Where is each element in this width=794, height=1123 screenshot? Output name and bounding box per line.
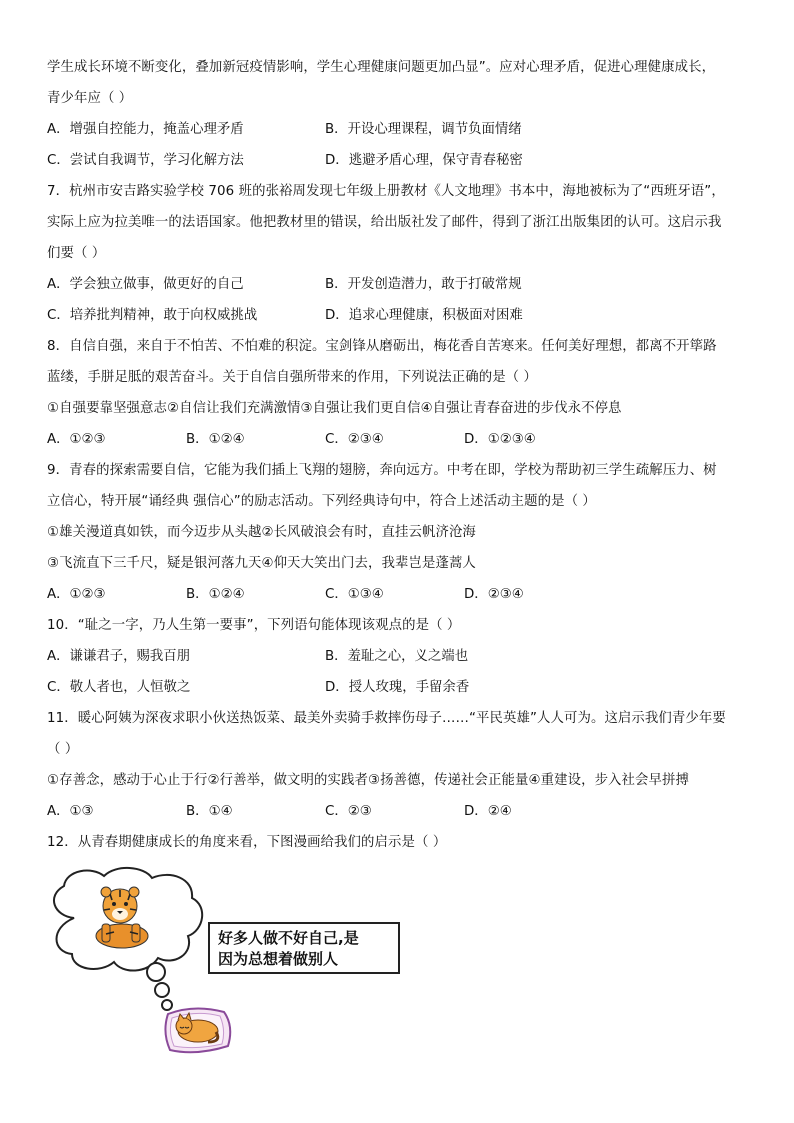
q8-stem-line1: 8．自信自强，来自于不怕苦、不怕难的积淀。宝剑锋从磨砺出，梅花香自苦寒来。任何美好理想，都离不开筚路 — [47, 339, 717, 354]
q8-statements: ①自强要靠坚强意志②自信让我们充满激情③自强让我们更自信④自强让青春奋进的步伐永不停息 — [47, 401, 622, 416]
q11-option-a[interactable]: A．①③ — [47, 804, 94, 819]
q9-option-b[interactable]: B．①②④ — [186, 587, 245, 602]
q11-options — [47, 796, 752, 827]
q8-options — [47, 424, 752, 455]
q11-stem-line1: 11．暖心阿姨为深夜求职小伙送热饭菜、最美外卖骑手救摔伤母子……“平民英雄”人人可为。这启示我们青少年要 — [47, 711, 726, 726]
q9-option-c[interactable]: C．①③④ — [325, 587, 384, 602]
speech-box — [208, 922, 400, 974]
q7-stem-line1: 7．杭州市安吉路实验学校 706 班的张裕周发现七年级上册教材《人文地理》书本中，海地被标为了“西班牙语”， — [47, 184, 725, 199]
q6-options-row1 — [47, 114, 752, 145]
speech-line1: 好多人做不好自己,是 — [218, 929, 359, 947]
q10-options-row1 — [47, 641, 752, 672]
q11-stem-line2: （ ） — [47, 742, 79, 757]
q6-option-b[interactable]: B．开设心理课程，调节负面情绪 — [325, 122, 522, 137]
q6-option-c[interactable]: C．尝试自我调节，学习化解方法 — [47, 153, 244, 168]
q8-option-b[interactable]: B．①②④ — [186, 432, 245, 447]
q7-options-row1 — [47, 269, 752, 300]
q9-stem-line2: 立信心，特开展“诵经典 强信心”的励志活动。下列经典诗句中，符合上述活动主题的是（ ） — [47, 494, 596, 509]
q9-option-a[interactable]: A．①②③ — [47, 587, 106, 602]
q6-stem-line2: 青少年应（ ） — [47, 91, 133, 106]
q9-statements-line1: ①雄关漫道真如铁，而今迈步从头越②长风破浪会有时，直挂云帆济沧海 — [47, 525, 476, 540]
q9-options — [47, 579, 752, 610]
q11-option-d[interactable]: D．②④ — [464, 804, 512, 819]
q11-statements: ①存善念，感动于心止于行②行善举，做文明的实践者③扬善德，传递社会正能量④重建设，步入社会早拼搏 — [47, 773, 690, 788]
q10-option-a[interactable]: A．谦谦君子，赐我百朋 — [47, 649, 191, 664]
q7-option-d[interactable]: D．追求心理健康，积极面对困难 — [325, 308, 523, 323]
q6-option-a[interactable]: A．增强自控能力，掩盖心理矛盾 — [47, 122, 244, 137]
speech-line2: 因为总想着做别人 — [218, 950, 339, 968]
q12-stem: 12．从青春期健康成长的角度来看，下图漫画给我们的启示是（ ） — [47, 835, 447, 850]
q7-stem-line3: 们要（ ） — [47, 246, 106, 261]
q11-option-b[interactable]: B．①④ — [186, 804, 233, 819]
q8-option-d[interactable]: D．①②③④ — [464, 432, 536, 447]
q8-stem-line2: 蓝缕，手胼足胝的艰苦奋斗。关于自信自强所带来的作用，下列说法正确的是（ ） — [47, 370, 538, 385]
question-page — [47, 52, 752, 858]
q7-option-c[interactable]: C．培养批判精神，敢于向权威挑战 — [47, 308, 258, 323]
q9-statements-line2: ③飞流直下三千尺，疑是银河落九天④仰天大笑出门去，我辈岂是蓬蒿人 — [47, 556, 476, 571]
q10-option-c[interactable]: C．敬人者也，人恒敬之 — [47, 680, 191, 695]
q9-stem-line1: 9．青春的探索需要自信，它能为我们插上飞翔的翅膀，奔向远方。中考在即，学校为帮助初三学生疏解压力、树 — [47, 463, 717, 478]
q11-option-c[interactable]: C．②③ — [325, 804, 372, 819]
q7-option-b[interactable]: B．开发创造潜力，敢于打破常规 — [325, 277, 522, 292]
q10-option-d[interactable]: D．授人玫瑰，手留余香 — [325, 680, 470, 695]
q6-option-d[interactable]: D．逃避矛盾心理，保守青春秘密 — [325, 153, 523, 168]
q8-option-a[interactable]: A．①②③ — [47, 432, 106, 447]
q9-option-d[interactable]: D．②③④ — [464, 587, 524, 602]
q10-option-b[interactable]: B．羞耻之心，义之端也 — [325, 649, 469, 664]
q6-stem-line1: 学生成长环境不断变化，叠加新冠疫情影响，学生心理健康问题更加凸显”。应对心理矛盾，促进心理健康成长， — [47, 60, 716, 75]
q8-option-c[interactable]: C．②③④ — [325, 432, 384, 447]
cartoon-illustration — [44, 866, 424, 1066]
q7-options-row2 — [47, 300, 752, 331]
q10-stem: 10．“耻之一字，乃人生第一要事”，下列语句能体现该观点的是（ ） — [47, 618, 461, 633]
q6-options-row2 — [47, 145, 752, 176]
q7-option-a[interactable]: A．学会独立做事，做更好的自己 — [47, 277, 244, 292]
q7-stem-line2: 实际上应为拉美唯一的法语国家。他把教材里的错误，给出版社发了邮件，得到了浙江出版集团的认可。这启示我 — [47, 215, 722, 230]
q10-options-row2 — [47, 672, 752, 703]
